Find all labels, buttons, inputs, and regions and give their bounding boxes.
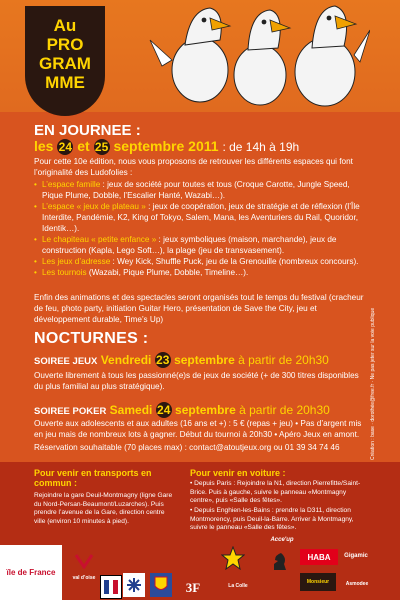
nocturnes-title: NOCTURNES : (34, 330, 149, 347)
event-time: à partir de 20h30 (239, 403, 330, 417)
event-day: Vendredi (100, 353, 152, 367)
asmodee-logo: Asmodee (345, 580, 369, 587)
journee-hours: : de 14h à 19h (222, 140, 300, 154)
soiree-jeux-text: Ouverte librement à tous les passionné(e)s de jeux de société (+ de 300 titres disponibles du plus familial au plus stratégique). (34, 371, 359, 391)
side-credit (370, 280, 382, 460)
main-content (0, 112, 400, 462)
day-24-badge: 24 (58, 140, 73, 154)
la-colle-logo (225, 573, 251, 599)
transport-car-text-2: • Depuis Enghien-les-Bains : prendre la D311, direction Montmorency, puis Deuil-la-Barre. Arriver à Montmagny, suivre le panneau «Salle des fêtes». (190, 507, 354, 532)
item-text: : Wey Kick, Shuffle Puck, jeu de la Grenouille (nombreux concours). (110, 257, 359, 266)
item-text: (Wazabi, Pique Plume, Dobble, Timeline…). (86, 268, 249, 277)
vdo-logo (66, 549, 102, 573)
list-item (34, 256, 369, 267)
item-label: L’espace famille (42, 180, 101, 189)
item-label: L’espace « jeux de plateau » (42, 202, 146, 211)
vdo-mark-icon (74, 553, 94, 569)
soiree-jeux-heading (34, 352, 329, 368)
list-item (34, 179, 369, 201)
journee-dates (34, 138, 299, 155)
transport-common-text: Rejoindre la gare Deuil-Montmagny (ligne Gare du Nord-Persan-Beaumont/Luzarches). Puis prendre l’avenue de la Gare, direction centre ville (environ 10 minutes à pied). (34, 492, 173, 525)
shape-logo (220, 545, 246, 571)
monsieur-logo: Monsieur (300, 573, 336, 591)
list-item (34, 234, 369, 256)
event-month: septembre (175, 403, 236, 417)
credit-text: Création : base · dorothée@free.fr · Ne pas jeter sur la voie publique (370, 307, 376, 460)
kolls-logo: Acce'up (270, 536, 294, 543)
journee-title: EN JOURNEE : (34, 122, 141, 139)
marianne-icon (104, 580, 118, 594)
event-day: Samedi (109, 403, 153, 417)
badge-line: PRO (46, 35, 84, 54)
programme-badge (25, 6, 105, 116)
item-text: : jeux de société pour toutes et tous (Croque Carotte, Jungle Speed, Pique Plume, Dobble, l’Escalier Hanté, Wazabi…). (42, 180, 350, 200)
espaces-list (34, 179, 369, 278)
sponsor-logos (0, 536, 400, 600)
3f-logo: 3F (185, 579, 201, 595)
dates-pre: les (34, 138, 54, 154)
badge-line: Au (53, 16, 77, 35)
dates-and: et (77, 138, 90, 154)
vdo-logo-text: val d’oise (72, 574, 96, 581)
event-month: septembre (174, 353, 235, 367)
list-item (34, 267, 369, 278)
item-text: : jeux symboliques (maison, marchande), jeux de construction (Kapla, Lego Soft…), la plage (jeu de transvasement). (42, 235, 337, 255)
item-text: : jeux de coopération, jeux de stratégie et de réflexion (l’Île Interdite, Pandémie, K2, King of Tokyo, Salem, Mana, les Aventuriers du Rail, Quoridor, Identik…). (42, 202, 360, 233)
soiree-poker-heading (34, 402, 330, 418)
event-tag: SOIREE POKER (34, 406, 107, 417)
journee-intro: Pour cette 10e édition, nous vous proposons de retrouver les différents espaces qui font l’originalité des Ludofolies : (34, 157, 353, 177)
reservation-text: Réservation souhaitable (70 places max) : contact@atoutjeux.org ou 01 39 34 74 46 (34, 443, 340, 452)
event-tag: SOIREE JEUX (34, 356, 98, 367)
transport-car-text-1: • Depuis Paris : Rejoindre la N1, direction Pierrefitte/Saint-Brice. Puis à gauche, suivre le panneau «Montmagny centre», puis «Salle des fêtes». (190, 480, 361, 505)
ministere-logo (123, 573, 145, 597)
gigamic-logo: Gigamic (344, 552, 368, 559)
shield-icon (154, 576, 168, 594)
transport-car-title: Pour venir en voiture : (190, 468, 286, 478)
crest-logo (150, 573, 172, 597)
day-25-badge: 25 (94, 140, 109, 154)
idf-logo (0, 545, 62, 600)
soiree-poker-text: Ouverte aux adolescents et aux adultes (16 ans et +) : 5 € (repas + jeu) • Pas d’argent mis en jeu mais de nombreux lots à gagner. Début du tournoi à 20h30 • Apéro Jeux en amont. (34, 419, 362, 439)
dates-month: septembre 2011 (113, 138, 219, 154)
chess-knight-icon (269, 550, 291, 572)
day-23-badge: 23 (156, 353, 170, 367)
duck-mascots-illustration (130, 0, 370, 112)
transport-common-title: Pour venir en transports en commun : (34, 468, 152, 488)
republique-logo (100, 575, 122, 599)
la-colle-text: La Colle (228, 582, 248, 589)
day-24-badge: 24 (157, 403, 171, 417)
item-label: Le chapiteau « petite enfance » (42, 235, 157, 244)
snowflake-icon (127, 578, 141, 592)
star-icon (221, 546, 245, 570)
event-time: à partir de 20h30 (238, 353, 329, 367)
badge-line: GRAM (39, 54, 91, 73)
item-label: Les jeux d’adresse (42, 257, 111, 266)
haba-logo: HABA (300, 549, 338, 565)
journee-outro: Enfin des animations et des spectacles seront organisés tout le temps du festival (cracheur de feu, photo party, initiation Guitar Hero, présentation de Save the City, jeu et développement durable, Time’s Up) (34, 293, 364, 324)
badge-line: MME (45, 73, 85, 92)
idf-logo-text: ïle de France (6, 568, 56, 577)
knight-logo (265, 549, 295, 573)
item-label: Les tournois (42, 268, 87, 277)
list-item (34, 201, 369, 234)
